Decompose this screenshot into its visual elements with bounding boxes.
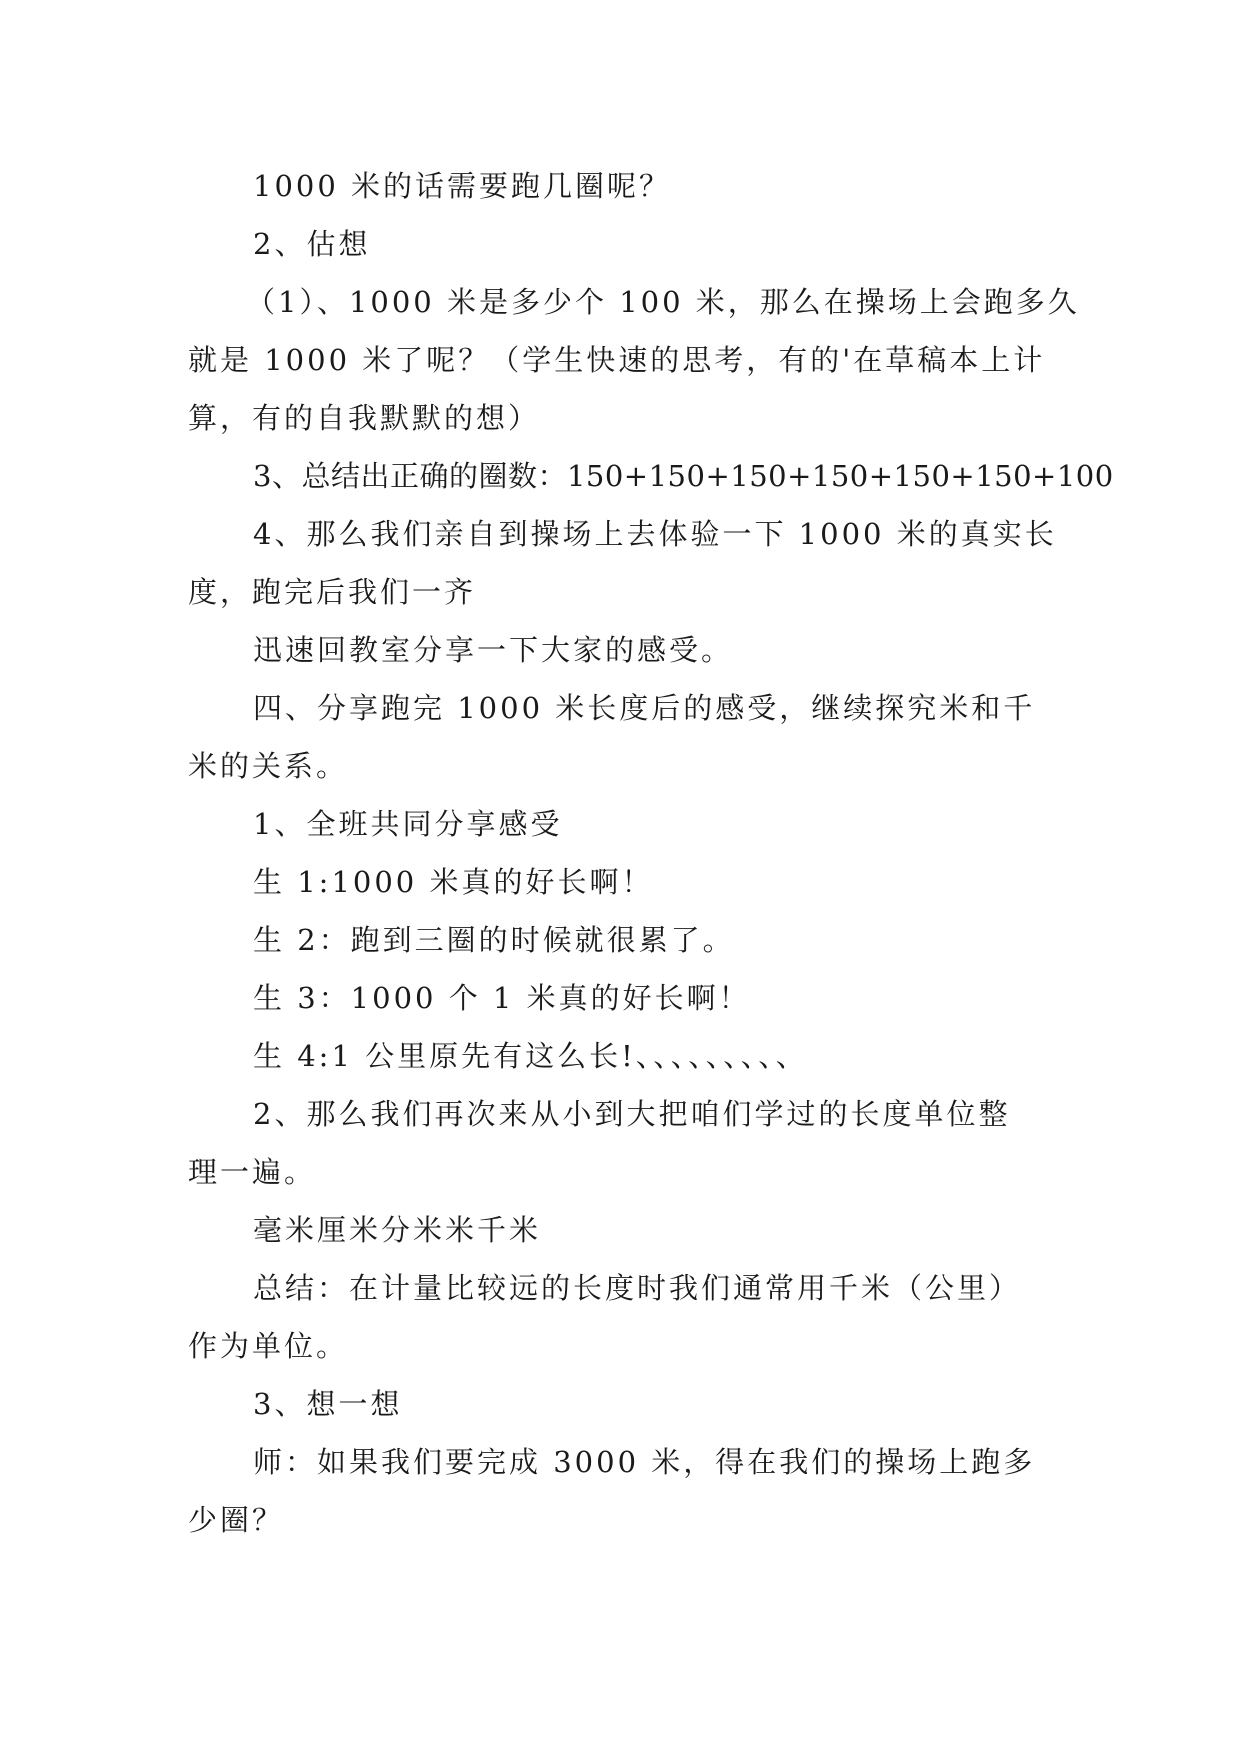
section-heading: 四、分享跑完 1000 米长度后的感受，继续探究米和千: [253, 691, 1036, 725]
paragraph-line: 就是 1000 米了呢？（学生快速的思考，有的'在草稿本上计: [188, 343, 1046, 377]
paragraph-line: 师：如果我们要完成 3000 米，得在我们的操场上跑多: [253, 1445, 1036, 1479]
paragraph-line: 生 2：跑到三圈的时候就很累了。: [253, 923, 735, 957]
paragraph-line: 作为单位。: [188, 1329, 349, 1363]
paragraph-line: 1、全班共同分享感受: [253, 807, 563, 841]
paragraph-line: 算，有的自我默默的想）: [188, 401, 541, 435]
paragraph-line: 1000 米的话需要跑几圈呢？: [253, 169, 672, 203]
paragraph-line: 迅速回教室分享一下大家的感受。: [253, 633, 734, 667]
paragraph-line: 2、估想: [253, 227, 371, 261]
paragraph-line: （1）、1000 米是多少个 100 米，那么在操场上会跑多久: [246, 285, 1080, 319]
paragraph-line: 理一遍。: [188, 1155, 317, 1189]
paragraph-line: 3、总结出正确的圈数：150+150+150+150+150+150+100: [253, 459, 1114, 493]
paragraph-line: 2、那么我们再次来从小到大把咱们学过的长度单位整: [253, 1097, 1011, 1131]
paragraph-line: 度，跑完后我们一齐: [188, 575, 477, 609]
paragraph-line: 生 3：1000 个 1 米真的好长啊！: [253, 981, 751, 1015]
paragraph-line: 3、想一想: [253, 1387, 403, 1421]
paragraph-line: 4、那么我们亲自到操场上去体验一下 1000 米的真实长: [253, 517, 1057, 551]
paragraph-line: 毫米厘米分米米千米: [253, 1213, 542, 1247]
paragraph-line: 生 1:1000 米真的好长啊！: [253, 865, 654, 899]
paragraph-line: 少圈？: [188, 1503, 285, 1537]
paragraph-line: 米的关系。: [188, 749, 349, 783]
paragraph-line: 生 4:1 公里原先有这么长!、、、、、、、、、: [253, 1039, 808, 1073]
paragraph-line: 总结：在计量比较远的长度时我们通常用千米（公里）: [253, 1271, 1022, 1305]
